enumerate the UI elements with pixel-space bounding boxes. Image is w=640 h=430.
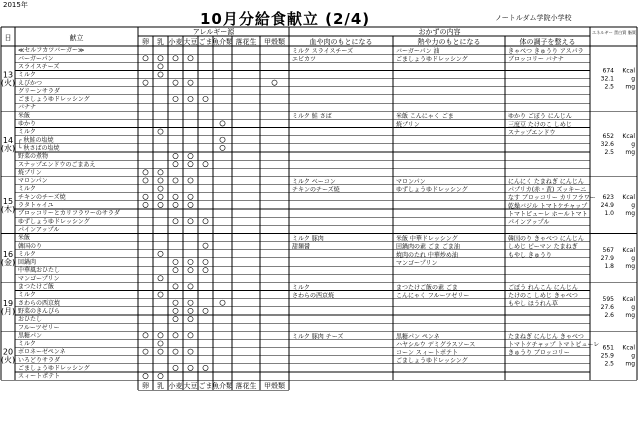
group2-text: ごましょうゆドレッシング: [396, 357, 468, 365]
menu-item: 回鍋肉: [18, 259, 37, 267]
day-weekday: (火): [0, 78, 16, 88]
footer-allergen-5: 魚介類: [212, 382, 233, 391]
nutrition-unit: Kcal: [622, 193, 635, 201]
menu-item: 中華風おひたし: [18, 267, 61, 275]
allergen-mark: [158, 194, 163, 199]
group1-text: ミルク ベーコン: [292, 178, 336, 186]
allergen-mark: [158, 202, 163, 207]
group3-text: ブロッコリー バナナ: [508, 56, 564, 64]
nutrition-unit: Kcal: [622, 344, 635, 352]
group3-text: 韓国のり きゃべつ にんじん: [508, 235, 584, 243]
allergen-mark: [173, 259, 178, 264]
group2-text: コーン スィートポテト: [396, 349, 458, 357]
allergen-mark: [173, 194, 178, 199]
nutrition-value: 674: [602, 67, 614, 75]
allergen-mark: [143, 333, 148, 338]
group3-text: きゅうり ブロッコリー: [508, 349, 570, 357]
day-date: 14: [2, 135, 14, 145]
allergen-mark: [203, 259, 208, 264]
allergen-mark: [143, 56, 148, 61]
group3-text: トマトピューレ ホールトマト: [508, 211, 588, 218]
allergen-mark: [173, 80, 178, 85]
footer-allergen-1: 乳: [157, 382, 164, 391]
menu-item: えびかつ: [18, 79, 43, 87]
allergen-mark: [188, 365, 193, 370]
nutrition-value: 24.9: [600, 201, 614, 209]
nutrition-value: 2.5: [604, 360, 614, 368]
footer-allergen-3: 大豆: [183, 382, 198, 391]
nutrition-unit: mg: [625, 311, 635, 319]
header-allergen-6: 落花生: [235, 38, 257, 46]
group1-text: さわらの西京焼: [292, 292, 335, 300]
menu-item: スナップエンドウのごまあえ: [18, 161, 96, 169]
nutrition-unit: g: [631, 352, 635, 360]
nutrition-value: 651: [602, 344, 614, 352]
allergen-mark: [158, 292, 163, 297]
allergen-mark: [203, 268, 208, 273]
day-weekday: (火): [0, 355, 16, 365]
menu-item: 野菜の煮物: [18, 153, 49, 161]
day-date: 16: [2, 249, 14, 259]
menu-item: └ 秋さばの塩焼: [18, 144, 60, 152]
group2-text: マロンパン: [396, 178, 426, 186]
year-label: 2015年: [3, 1, 28, 9]
menu-item: ≪セルフカツバーガー≫: [18, 47, 85, 55]
nutrition-unit: Kcal: [622, 67, 635, 75]
menu-item: フルーツゼリー: [18, 324, 60, 332]
header-allergen-4: ごま: [198, 38, 213, 46]
group1-text: ミルク 豚肉: [292, 235, 324, 243]
day-weekday: (月): [0, 306, 16, 316]
allergen-mark: [188, 96, 193, 101]
header-day: 日: [4, 34, 12, 42]
footer-allergen-6: 落花生: [235, 382, 257, 391]
day-weekday: (金): [0, 257, 16, 267]
group2-text: 回鍋肉の素 ごま ごま油: [396, 243, 460, 251]
group3-text: トマトケチャップ トマトピューレ: [508, 341, 600, 349]
menu-item: ミルク: [18, 185, 36, 193]
school-name: ノートルダム学院小学校: [495, 14, 572, 22]
menu-item: パインアップル: [18, 226, 60, 234]
group3-text: パプリカ(赤・黄) ズッキーニ: [508, 186, 587, 194]
allergen-mark: [203, 162, 208, 167]
menu-item: グリーンサラダ: [18, 87, 60, 95]
group2-text: 焼プリン: [396, 121, 420, 129]
menu-item: ミルク: [18, 128, 36, 136]
allergen-mark: [188, 162, 193, 167]
group2-text: バーガーパン 油: [396, 48, 440, 55]
menu-item: スライスチーズ: [18, 63, 60, 71]
menu-item: ゆずしょうゆドレッシング: [18, 218, 90, 226]
nutrition-value: 1.8: [604, 262, 614, 270]
group3-text: ゆかり ごぼう にんじん: [508, 113, 572, 121]
nutrition-unit: mg: [625, 360, 635, 368]
menu-item: 米飯: [18, 234, 31, 242]
menu-item: バナナ: [18, 104, 37, 112]
nutrition-unit: g: [631, 303, 635, 311]
footer-allergen-7: 甲殻類: [264, 382, 285, 391]
allergen-mark: [173, 365, 178, 370]
header-contents-group: おかずの内容: [418, 28, 461, 36]
group3-text: パインアップル: [508, 219, 550, 227]
menu-item: ミルク: [18, 340, 36, 348]
header-allergen-5: 魚介類: [212, 38, 233, 46]
nutrition-unit: g: [631, 140, 635, 148]
group2-text: 米飯 中華ドレッシング: [396, 235, 458, 243]
allergen-mark: [220, 145, 225, 150]
allergen-mark: [188, 202, 193, 207]
header-menu: 献立: [69, 34, 84, 42]
nutrition-value: 652: [602, 132, 614, 140]
nutrition-value: 567: [602, 246, 614, 254]
allergen-mark: [188, 219, 193, 224]
allergen-mark: [158, 170, 163, 175]
allergen-mark: [203, 96, 208, 101]
page-title: 10月分給食献立 (2/4): [200, 10, 371, 28]
allergen-mark: [158, 56, 163, 61]
allergen-mark: [158, 251, 163, 256]
nutrition-unit: g: [631, 201, 635, 209]
footer-allergen-4: ごま: [198, 382, 213, 391]
allergen-mark: [188, 349, 193, 354]
allergen-mark: [158, 64, 163, 69]
group3-text: しめじ ピーマン たまねぎ: [508, 243, 578, 251]
nutrition-unit: g: [631, 75, 635, 83]
menu-item: まつたけご飯: [18, 283, 55, 291]
allergen-mark: [173, 178, 178, 183]
menu-item: ゆかり: [18, 120, 37, 128]
nutrition-value: 27.6: [600, 303, 614, 311]
header-allergen-3: 大豆: [183, 38, 198, 46]
menu-item: マンゴープリン: [18, 275, 60, 283]
menu-item: ブロッコリーとカリフラワーのサラダ: [18, 210, 120, 218]
allergen-mark: [158, 178, 163, 183]
nutrition-value: 2.5: [604, 83, 614, 91]
group2-text: ゆずしょうゆドレッシング: [396, 186, 468, 194]
nutrition-value: 27.9: [600, 254, 614, 262]
menu-item: マロンパン: [18, 177, 48, 185]
group1-text: エビカツ: [292, 56, 317, 64]
group1-text: 甜麺醤: [292, 243, 311, 251]
allergen-mark: [188, 178, 193, 183]
day-date: 13: [2, 70, 14, 80]
allergen-mark: [188, 333, 193, 338]
nutrition-value: 2.5: [604, 148, 614, 156]
group2-text: ハヤシルウ デミグラスソース: [396, 341, 476, 349]
allergen-mark: [173, 308, 178, 313]
allergen-mark: [188, 268, 193, 273]
nutrition-value: 595: [602, 295, 614, 303]
group3-text: スナップエンドウ: [508, 129, 556, 137]
allergen-mark: [203, 308, 208, 313]
group3-text: なす ブロッコリー カリフラワー: [508, 194, 596, 202]
nutrition-value: 32.6: [600, 140, 614, 148]
menu-item: バーガーパン: [18, 55, 54, 63]
header-allergen-1: 乳: [157, 38, 164, 46]
allergen-mark: [143, 80, 148, 85]
group3-text: 三度豆 たけのこ しめじ: [508, 121, 572, 129]
allergen-mark: [173, 153, 178, 158]
nutrition-unit: mg: [625, 209, 635, 217]
group3-text: たまねぎ にんじん きゃべつ: [508, 333, 584, 341]
allergen-mark: [158, 333, 163, 338]
header-allergen-group: アレルギー源: [192, 28, 235, 36]
allergen-mark: [158, 186, 163, 191]
menu-item: 米飯: [18, 112, 31, 120]
allergen-mark: [173, 96, 178, 101]
day-date: 20: [2, 347, 14, 357]
allergen-mark: [158, 341, 163, 346]
header-allergen-7: 甲殻類: [264, 38, 285, 46]
allergen-mark: [203, 243, 208, 248]
group2-text: ごましょうゆドレッシング: [396, 56, 468, 64]
group3-text: にんにく たまねぎ にんじん: [508, 178, 584, 186]
nutrition-value: 1.0: [604, 209, 614, 217]
allergen-mark: [173, 219, 178, 224]
nutrition-unit: mg: [625, 148, 635, 156]
nutrition-unit: Kcal: [622, 132, 635, 140]
menu-item: ミルク: [18, 71, 36, 79]
header-group1: 血や肉のもとになる: [309, 38, 373, 46]
header-group3: 体の調子を整える: [519, 38, 576, 46]
menu-item: おひたし: [18, 316, 43, 324]
menu-item: 野菜のきんぴら: [18, 307, 61, 315]
nutrition-unit: Kcal: [622, 295, 635, 303]
allergen-mark: [188, 300, 193, 305]
allergen-mark: [188, 56, 193, 61]
allergen-mark: [188, 80, 193, 85]
group2-text: こんにゃく フルーツゼリー: [396, 292, 470, 300]
allergen-mark: [203, 219, 208, 224]
day-weekday: (水): [0, 143, 16, 153]
menu-item: スィートポテト: [18, 373, 61, 381]
nutrition-value: 623: [602, 193, 614, 201]
menu-item: 韓国のり: [18, 242, 43, 250]
allergen-mark: [143, 178, 148, 183]
group3-text: もやし きゅうり: [508, 251, 552, 259]
header-allergen-0: 卵: [142, 38, 149, 46]
group3-text: きゃべつ きゅうり アスパラ: [508, 48, 584, 55]
allergen-mark: [158, 129, 163, 134]
allergen-mark: [143, 194, 148, 199]
menu-item: ボロネーゼペンネ: [18, 348, 66, 356]
menu-item: ごましょうゆドレッシング: [18, 96, 90, 104]
allergen-mark: [220, 121, 225, 126]
group1-text: ミルク 鮭 さば: [292, 113, 332, 121]
allergen-mark: [173, 162, 178, 167]
nutrition-value: 2.6: [604, 311, 614, 319]
allergen-mark: [188, 194, 193, 199]
group3-text: ごぼう れんこん にんじん: [508, 284, 578, 292]
allergen-mark: [173, 202, 178, 207]
allergen-mark: [272, 80, 277, 85]
group3-text: たけのこ しめじ きゃべつ: [508, 292, 578, 300]
menu-item: ミルク: [18, 291, 36, 299]
group1-text: ミルク スライスチーズ: [292, 48, 354, 55]
header-nutrition: エネルギー 蛋白質 脂質: [592, 30, 637, 35]
group2-text: 米飯 こんにゃく ごま: [396, 113, 454, 121]
allergen-mark: [143, 373, 148, 378]
allergen-mark: [173, 333, 178, 338]
footer-allergen-0: 卵: [142, 382, 149, 391]
group1-text: ミルク: [292, 284, 310, 292]
allergen-mark: [173, 284, 178, 289]
group1-text: チキンのチーズ焼: [292, 186, 340, 194]
allergen-mark: [203, 365, 208, 370]
allergen-mark: [220, 300, 225, 305]
allergen-mark: [173, 349, 178, 354]
allergen-mark: [158, 72, 163, 77]
group3-text: もやし ほうれん草: [508, 300, 558, 308]
day-weekday: (木): [0, 204, 16, 214]
allergen-mark: [188, 259, 193, 264]
menu-item: さわらの西京焼: [18, 299, 61, 307]
menu-item: 黒糖パン: [18, 332, 43, 340]
group3-text: 乾燥バジル トマトケチャップ: [508, 202, 588, 210]
footer-allergen-2: 小麦: [168, 382, 183, 391]
menu-item: ごましょうゆドレッシング: [18, 365, 90, 372]
allergen-mark: [173, 268, 178, 273]
nutrition-unit: g: [631, 254, 635, 262]
allergen-mark: [188, 153, 193, 158]
allergen-mark: [143, 349, 148, 354]
nutrition-value: 25.9: [600, 352, 614, 360]
header-allergen-2: 小麦: [168, 38, 183, 46]
menu-item: ミルク: [18, 250, 36, 258]
allergen-mark: [188, 308, 193, 313]
allergen-mark: [173, 56, 178, 61]
day-date: 19: [2, 298, 14, 308]
header-group2: 熱や力のもとになる: [417, 38, 481, 46]
group1-text: ミルク 豚肉 チーズ: [292, 333, 344, 341]
allergen-mark: [143, 170, 148, 175]
allergen-mark: [173, 316, 178, 321]
allergen-mark: [188, 316, 193, 321]
menu-table: [0, 26, 638, 429]
group2-text: 黒糖パン ペンネ: [396, 333, 440, 341]
group2-text: まつたけご飯の素 ごま: [396, 284, 458, 292]
menu-item: いろどりサラダ: [18, 356, 60, 364]
menu-item: チキンのチーズ焼: [18, 193, 66, 201]
day-date: 15: [2, 196, 14, 206]
allergen-mark: [158, 349, 163, 354]
nutrition-value: 32.1: [600, 75, 614, 83]
allergen-mark: [173, 300, 178, 305]
allergen-mark: [188, 284, 193, 289]
nutrition-unit: mg: [625, 262, 635, 270]
menu-item: ┌ 秋鮭の塩焼: [18, 136, 54, 144]
allergen-mark: [143, 202, 148, 207]
allergen-mark: [158, 373, 163, 378]
group2-text: 焼肉のたれ 中華炒め油: [396, 251, 458, 259]
allergen-mark: [220, 137, 225, 142]
group2-text: マンゴープリン: [396, 259, 438, 267]
nutrition-unit: mg: [625, 83, 635, 91]
allergen-mark: [158, 276, 163, 281]
menu-item: 焼プリン: [18, 169, 42, 177]
nutrition-unit: Kcal: [622, 246, 635, 254]
menu-item: ラタトゥイユ: [18, 202, 54, 209]
